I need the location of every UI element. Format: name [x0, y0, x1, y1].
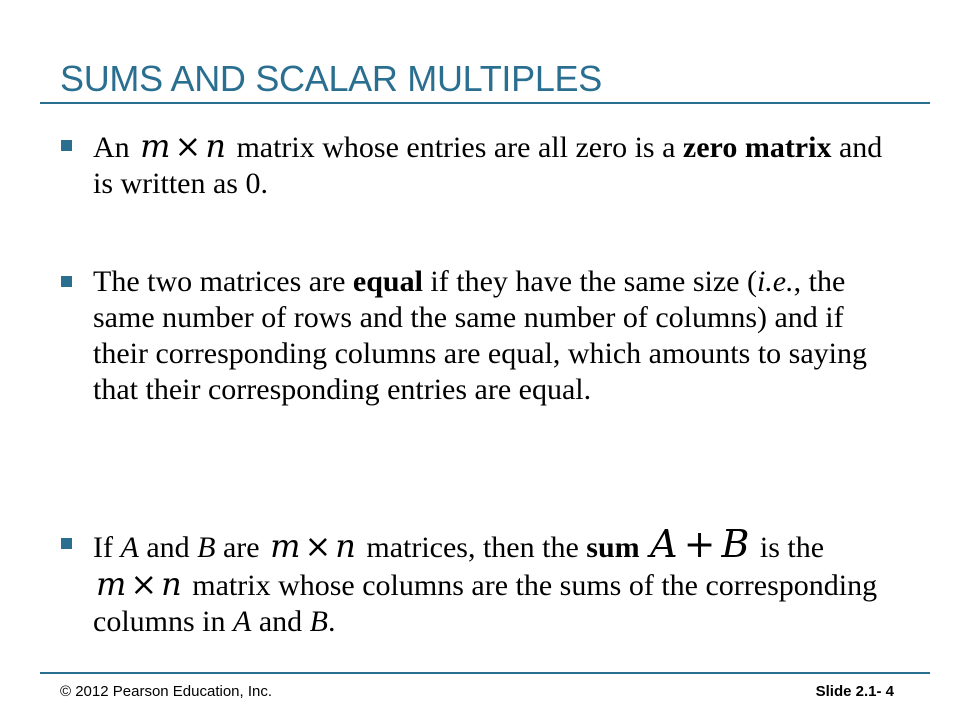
- bullet-text: are: [222, 531, 260, 564]
- bullet-text: If: [93, 531, 113, 564]
- math-var: B: [721, 522, 750, 566]
- bullet-text: and: [258, 605, 303, 638]
- text-italic: i.e.: [756, 265, 794, 298]
- math-m-by-n: [267, 527, 359, 565]
- bullet-text: matrices, then the: [366, 531, 579, 564]
- math-var-inline: A: [233, 605, 252, 638]
- bullet-text: matrix whose columns are the sums of the corresponding columns in: [93, 569, 878, 638]
- slide-title: SUMS AND SCALAR MULTIPLES: [60, 58, 602, 99]
- term-bold: sum: [586, 531, 640, 564]
- bullet-text: if they have the same size (: [430, 265, 757, 298]
- square-bullet-icon: [61, 276, 72, 287]
- bullet-text: and is written as 0.: [93, 131, 883, 200]
- math-var-inline: A: [120, 531, 139, 564]
- math-var: n: [205, 127, 226, 165]
- math-var: n: [161, 565, 182, 603]
- math-m-by-n: [137, 127, 229, 165]
- math-operator: ×: [304, 527, 332, 565]
- bullet-text: and: [146, 531, 190, 564]
- math-operator: ×: [130, 565, 158, 603]
- math-a-plus-b: [647, 522, 752, 566]
- bullet-text: The two matrices are: [93, 265, 346, 298]
- square-bullet-icon: [61, 538, 72, 549]
- math-operator: ×: [174, 127, 202, 165]
- math-var: A: [650, 522, 678, 566]
- math-var: m: [96, 565, 127, 603]
- bullet-text: An: [93, 131, 130, 164]
- math-var: n: [335, 527, 356, 565]
- footer-copyright: © 2012 Pearson Education, Inc.: [60, 683, 273, 700]
- bullet-zero-matrix: [93, 128, 898, 202]
- bullet-matrix-sum: [93, 522, 898, 640]
- bullet-equal-matrices: [93, 264, 898, 408]
- square-bullet-icon: [61, 140, 72, 151]
- math-operator: +: [683, 522, 716, 566]
- footer-divider: [40, 672, 930, 674]
- math-m-by-n: [93, 565, 185, 603]
- bullet-text: .: [327, 605, 336, 638]
- math-var: m: [140, 127, 171, 165]
- term-bold: zero matrix: [682, 131, 832, 164]
- bullet-text: is the: [759, 531, 825, 564]
- math-var-inline: B: [197, 531, 216, 564]
- bullet-text: matrix whose entries are all zero is a: [236, 131, 676, 164]
- bullet-text: , the same number of rows and the same number of columns) and if their corresponding columns are equal, which amounts to saying that their corresponding entries are equal.: [93, 265, 867, 406]
- footer-slide-number: Slide 2.1- 4: [815, 683, 894, 700]
- title-divider: [40, 102, 930, 104]
- math-var-inline: B: [309, 605, 328, 638]
- term-bold: equal: [352, 265, 423, 298]
- math-var: m: [270, 527, 301, 565]
